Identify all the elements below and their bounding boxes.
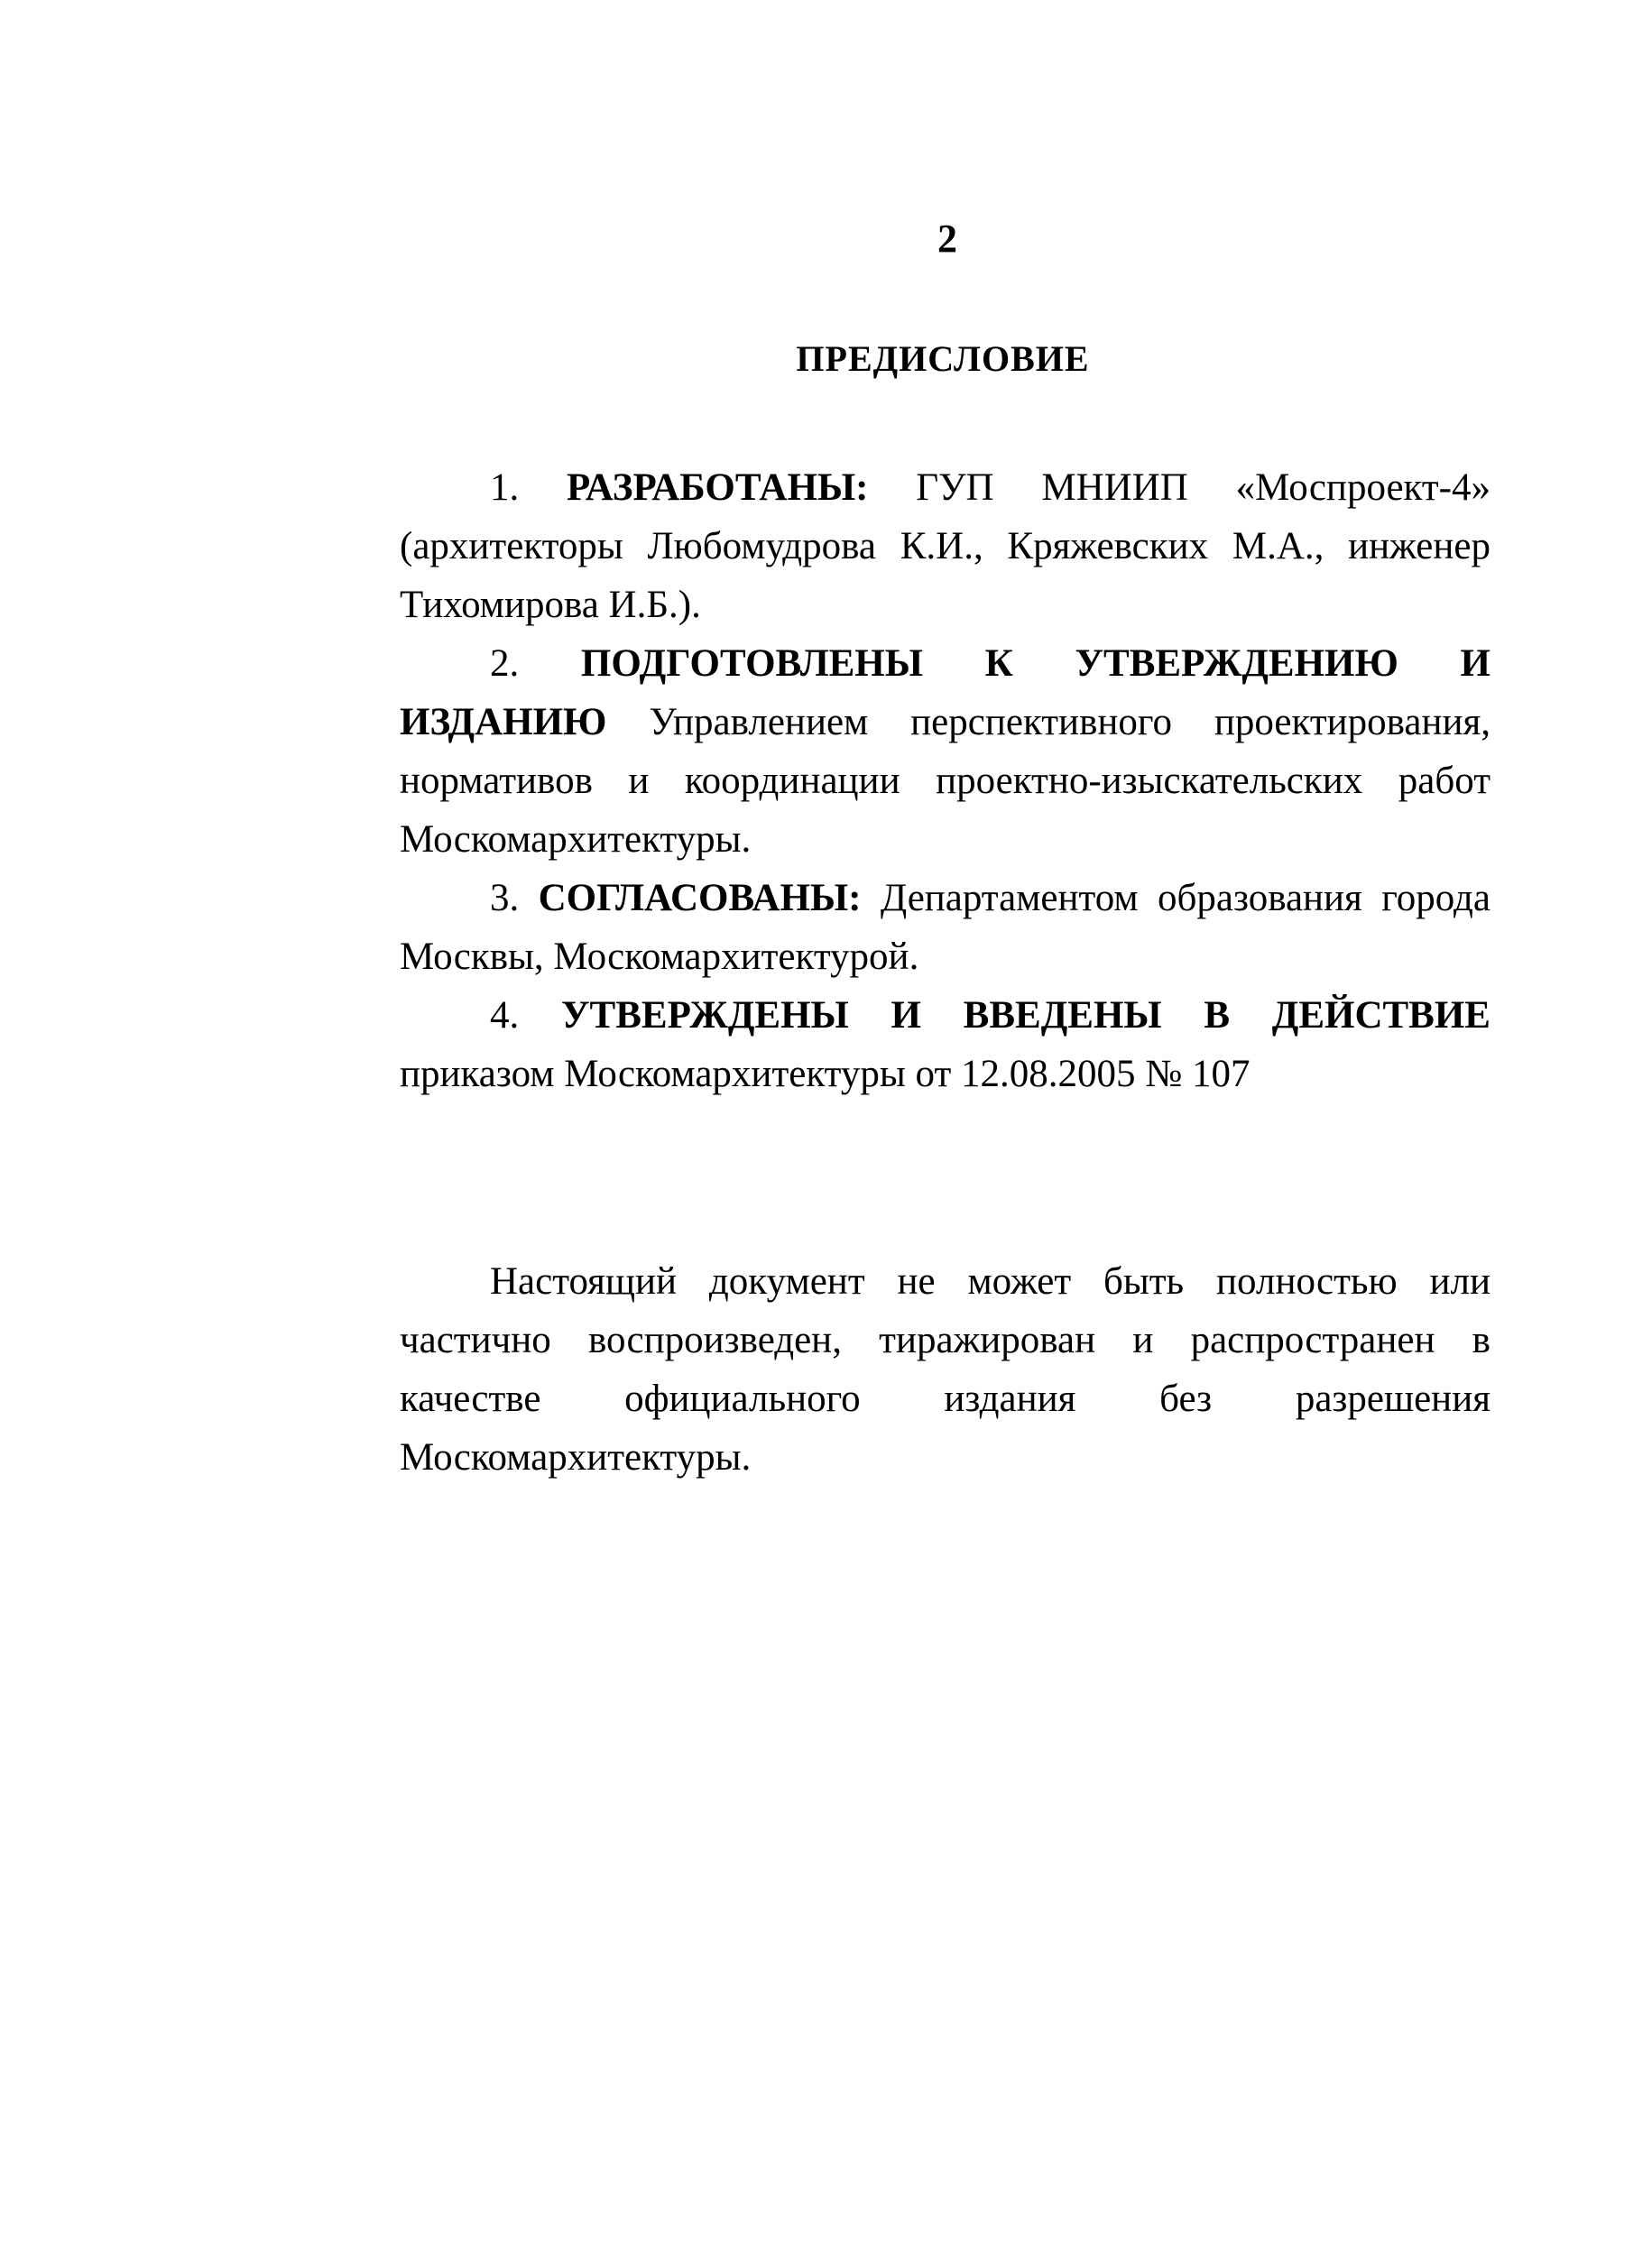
item-text: Департаментом образования города Москвы, Москомархитектурой. bbox=[400, 877, 1490, 978]
item-label: УТВЕРЖДЕНЫ И ВВЕДЕНЫ В ДЕЙСТВИЕ bbox=[560, 994, 1490, 1037]
preface-item-approved bbox=[400, 986, 1490, 1103]
page-number: 2 bbox=[937, 217, 957, 261]
preface-item-prepared bbox=[400, 634, 1490, 869]
notice-text: Настоящий документ не может быть полностью или частично воспроизведен, тиражирован и распространен в качестве официального издания без разрешения Москомархитектуры. bbox=[400, 1260, 1490, 1479]
item-text: Управлением перспективного проектирования, нормативов и координации проектно-изыскательских работ Москомархитектуры. bbox=[400, 701, 1490, 861]
item-text: приказом Москомархитектуры от 12.08.2005 № 107 bbox=[400, 1053, 1251, 1095]
item-label: РАЗРАБОТАНЫ: bbox=[567, 466, 869, 509]
item-number: 4. bbox=[490, 994, 561, 1037]
item-number: 2. bbox=[490, 642, 581, 685]
preface-item-agreed bbox=[400, 869, 1490, 986]
item-number: 3. bbox=[490, 877, 539, 919]
copyright-notice bbox=[400, 1252, 1490, 1487]
item-text: ГУП МНИИП «Моспроект-4» (архитекторы Любомудрова К.И., Кряжевских М.А., инженер Тихомирова И.Б.). bbox=[400, 466, 1490, 626]
item-number: 1. bbox=[490, 466, 568, 509]
item-label: ПОДГОТОВЛЕНЫ К УТВЕРЖДЕНИЮ И ИЗДАНИЮ bbox=[400, 642, 1490, 743]
preface-item-developed bbox=[400, 458, 1490, 634]
page-title: ПРЕДИСЛОВИЕ bbox=[796, 338, 1090, 379]
item-label: СОГЛАСОВАНЫ: bbox=[538, 877, 862, 919]
preface-list bbox=[400, 458, 1490, 1103]
